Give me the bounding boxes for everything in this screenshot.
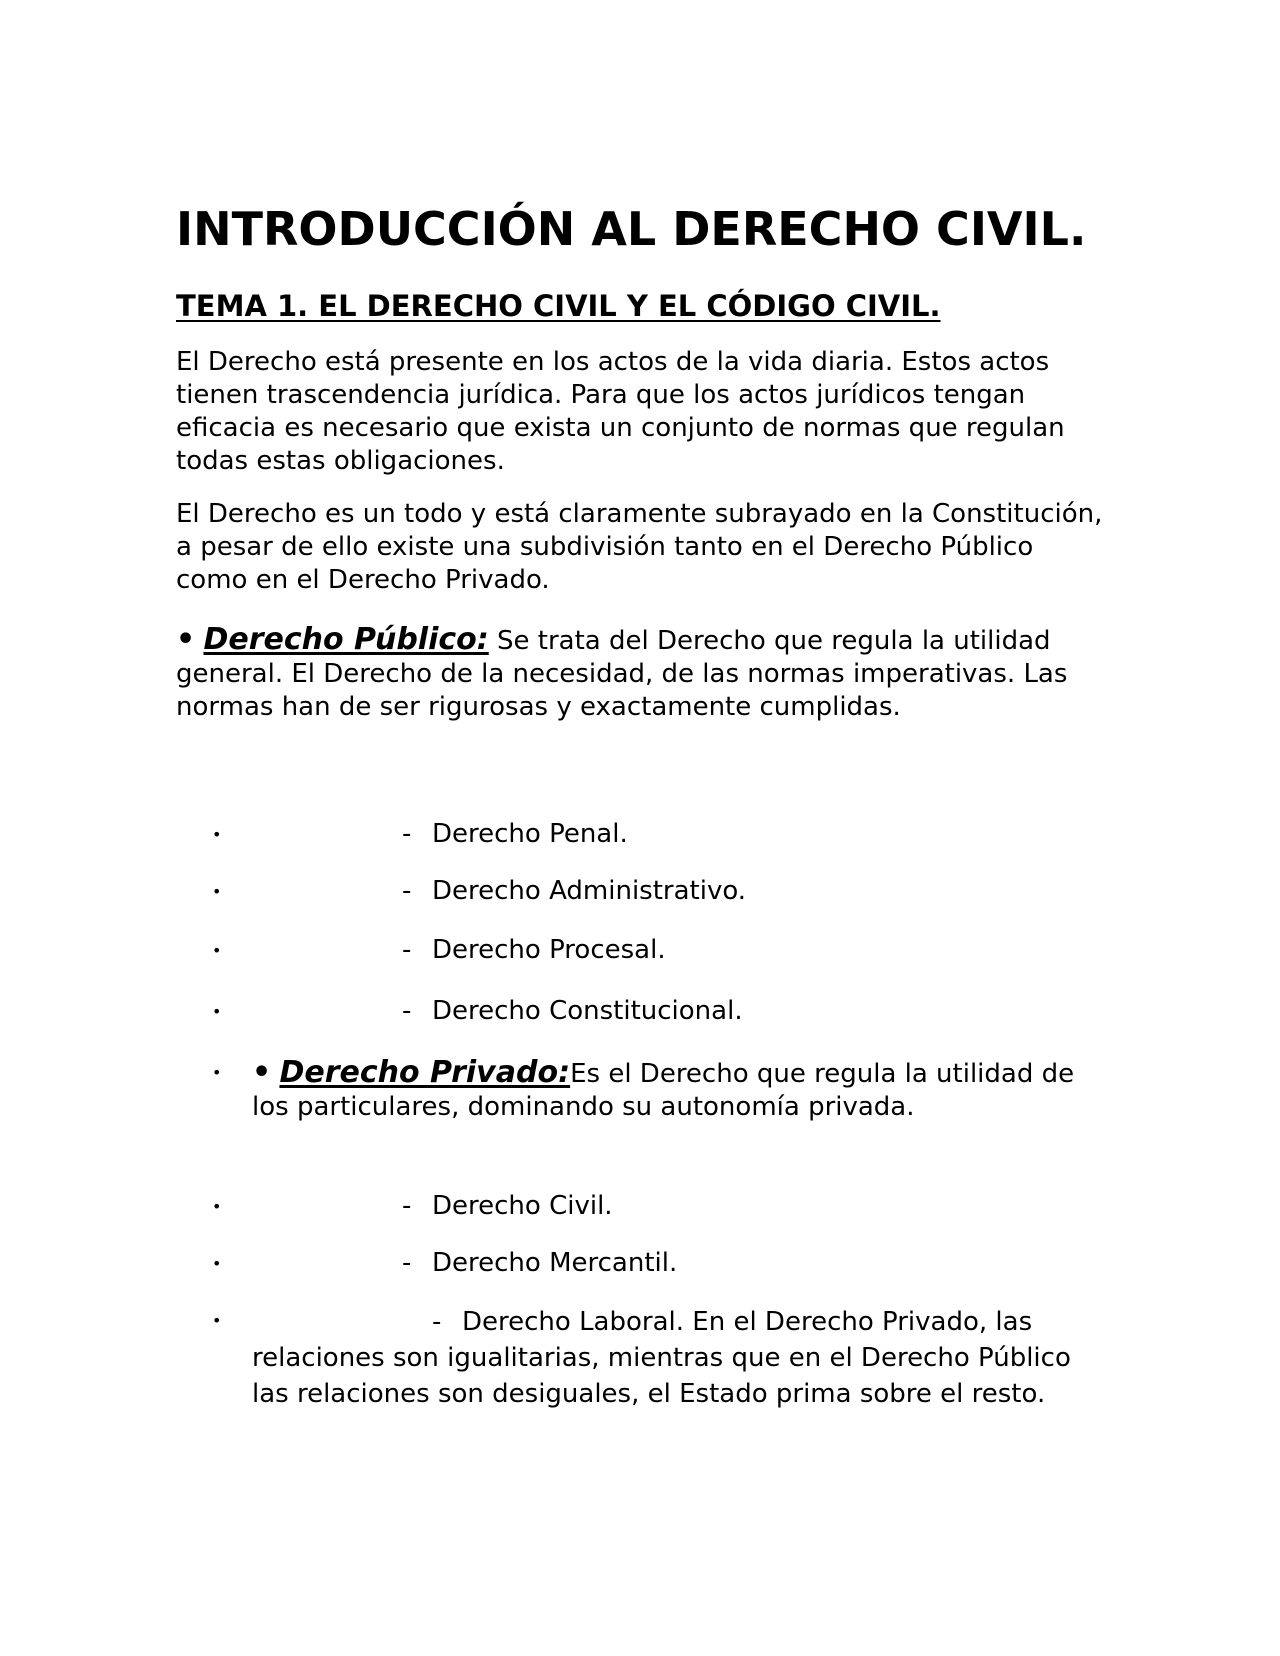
division-paragraph: El Derecho es un todo y está claramente subrayado en la Constitución, a pesar de ello existe una subdivisión tanto en el Derecho Público como en el Derecho Privado. (176, 499, 1103, 595)
list-bullet-icon: • (212, 1197, 222, 1216)
list-bullet-icon: • (212, 941, 222, 960)
document-title: INTRODUCCIÓN AL DERECHO CIVIL. (176, 202, 1087, 256)
derecho-publico-text: Se trata del Derecho que regula la utilidad general. El Derecho de la necesidad, de las normas imperativas. Las normas han de ser rigurosas y exactamente cumplidas. (176, 626, 1068, 722)
derecho-laboral-text: Derecho Laboral. En el Derecho Privado, las relaciones son igualitarias, mientras que en el Derecho Público las relaciones son desiguales, el Estado prima sobre el resto. (252, 1307, 1071, 1409)
dash-marker: - (402, 1248, 412, 1278)
list-bullet-icon: • (212, 1002, 222, 1021)
derecho-privado-text: Es el Derecho que regula la utilidad de los particulares, dominando su autonomía privada. (252, 1059, 1075, 1122)
list-bullet-icon: • (212, 882, 222, 901)
derecho-publico-paragraph (176, 623, 1106, 724)
dash-marker: - (432, 1307, 442, 1337)
list-item-label: Derecho Administrativo. (432, 876, 747, 906)
derecho-privado-term: Derecho Privado: (279, 1055, 571, 1090)
dash-marker: - (402, 1191, 412, 1221)
document-body (176, 200, 1106, 724)
bullet-icon: • (252, 1055, 272, 1090)
topic-heading: TEMA 1. EL DERECHO CIVIL Y EL CÓDIGO CIVIL. (176, 289, 941, 323)
list-item-label: Derecho Penal. (432, 819, 628, 849)
bullet-icon: • (176, 622, 196, 657)
derecho-privado-paragraph (252, 1056, 1112, 1124)
list-bullet-icon: • (212, 1254, 222, 1273)
list-item-label: Derecho Mercantil. (432, 1248, 678, 1278)
dash-marker: - (402, 819, 412, 849)
dash-marker: - (402, 876, 412, 906)
list-bullet-icon: • (212, 1311, 222, 1330)
derecho-publico-term: Derecho Público: (203, 622, 489, 657)
list-item-label: Derecho Constitucional. (432, 996, 743, 1026)
list-item-label: Derecho Civil. (432, 1191, 613, 1221)
list-bullet-icon: • (212, 825, 222, 844)
dash-marker: - (402, 996, 412, 1026)
dash-marker: - (402, 935, 412, 965)
list-item-label: Derecho Procesal. (432, 935, 666, 965)
list-bullet-icon: • (212, 1063, 222, 1082)
derecho-laboral-paragraph (252, 1304, 1112, 1412)
intro-paragraph: El Derecho está presente en los actos de la vida diaria. Estos actos tienen trascendencia jurídica. Para que los actos jurídicos tengan eficacia es necesario que exista un conjunto de normas que regulan todas estas obligaciones. (176, 347, 1065, 476)
